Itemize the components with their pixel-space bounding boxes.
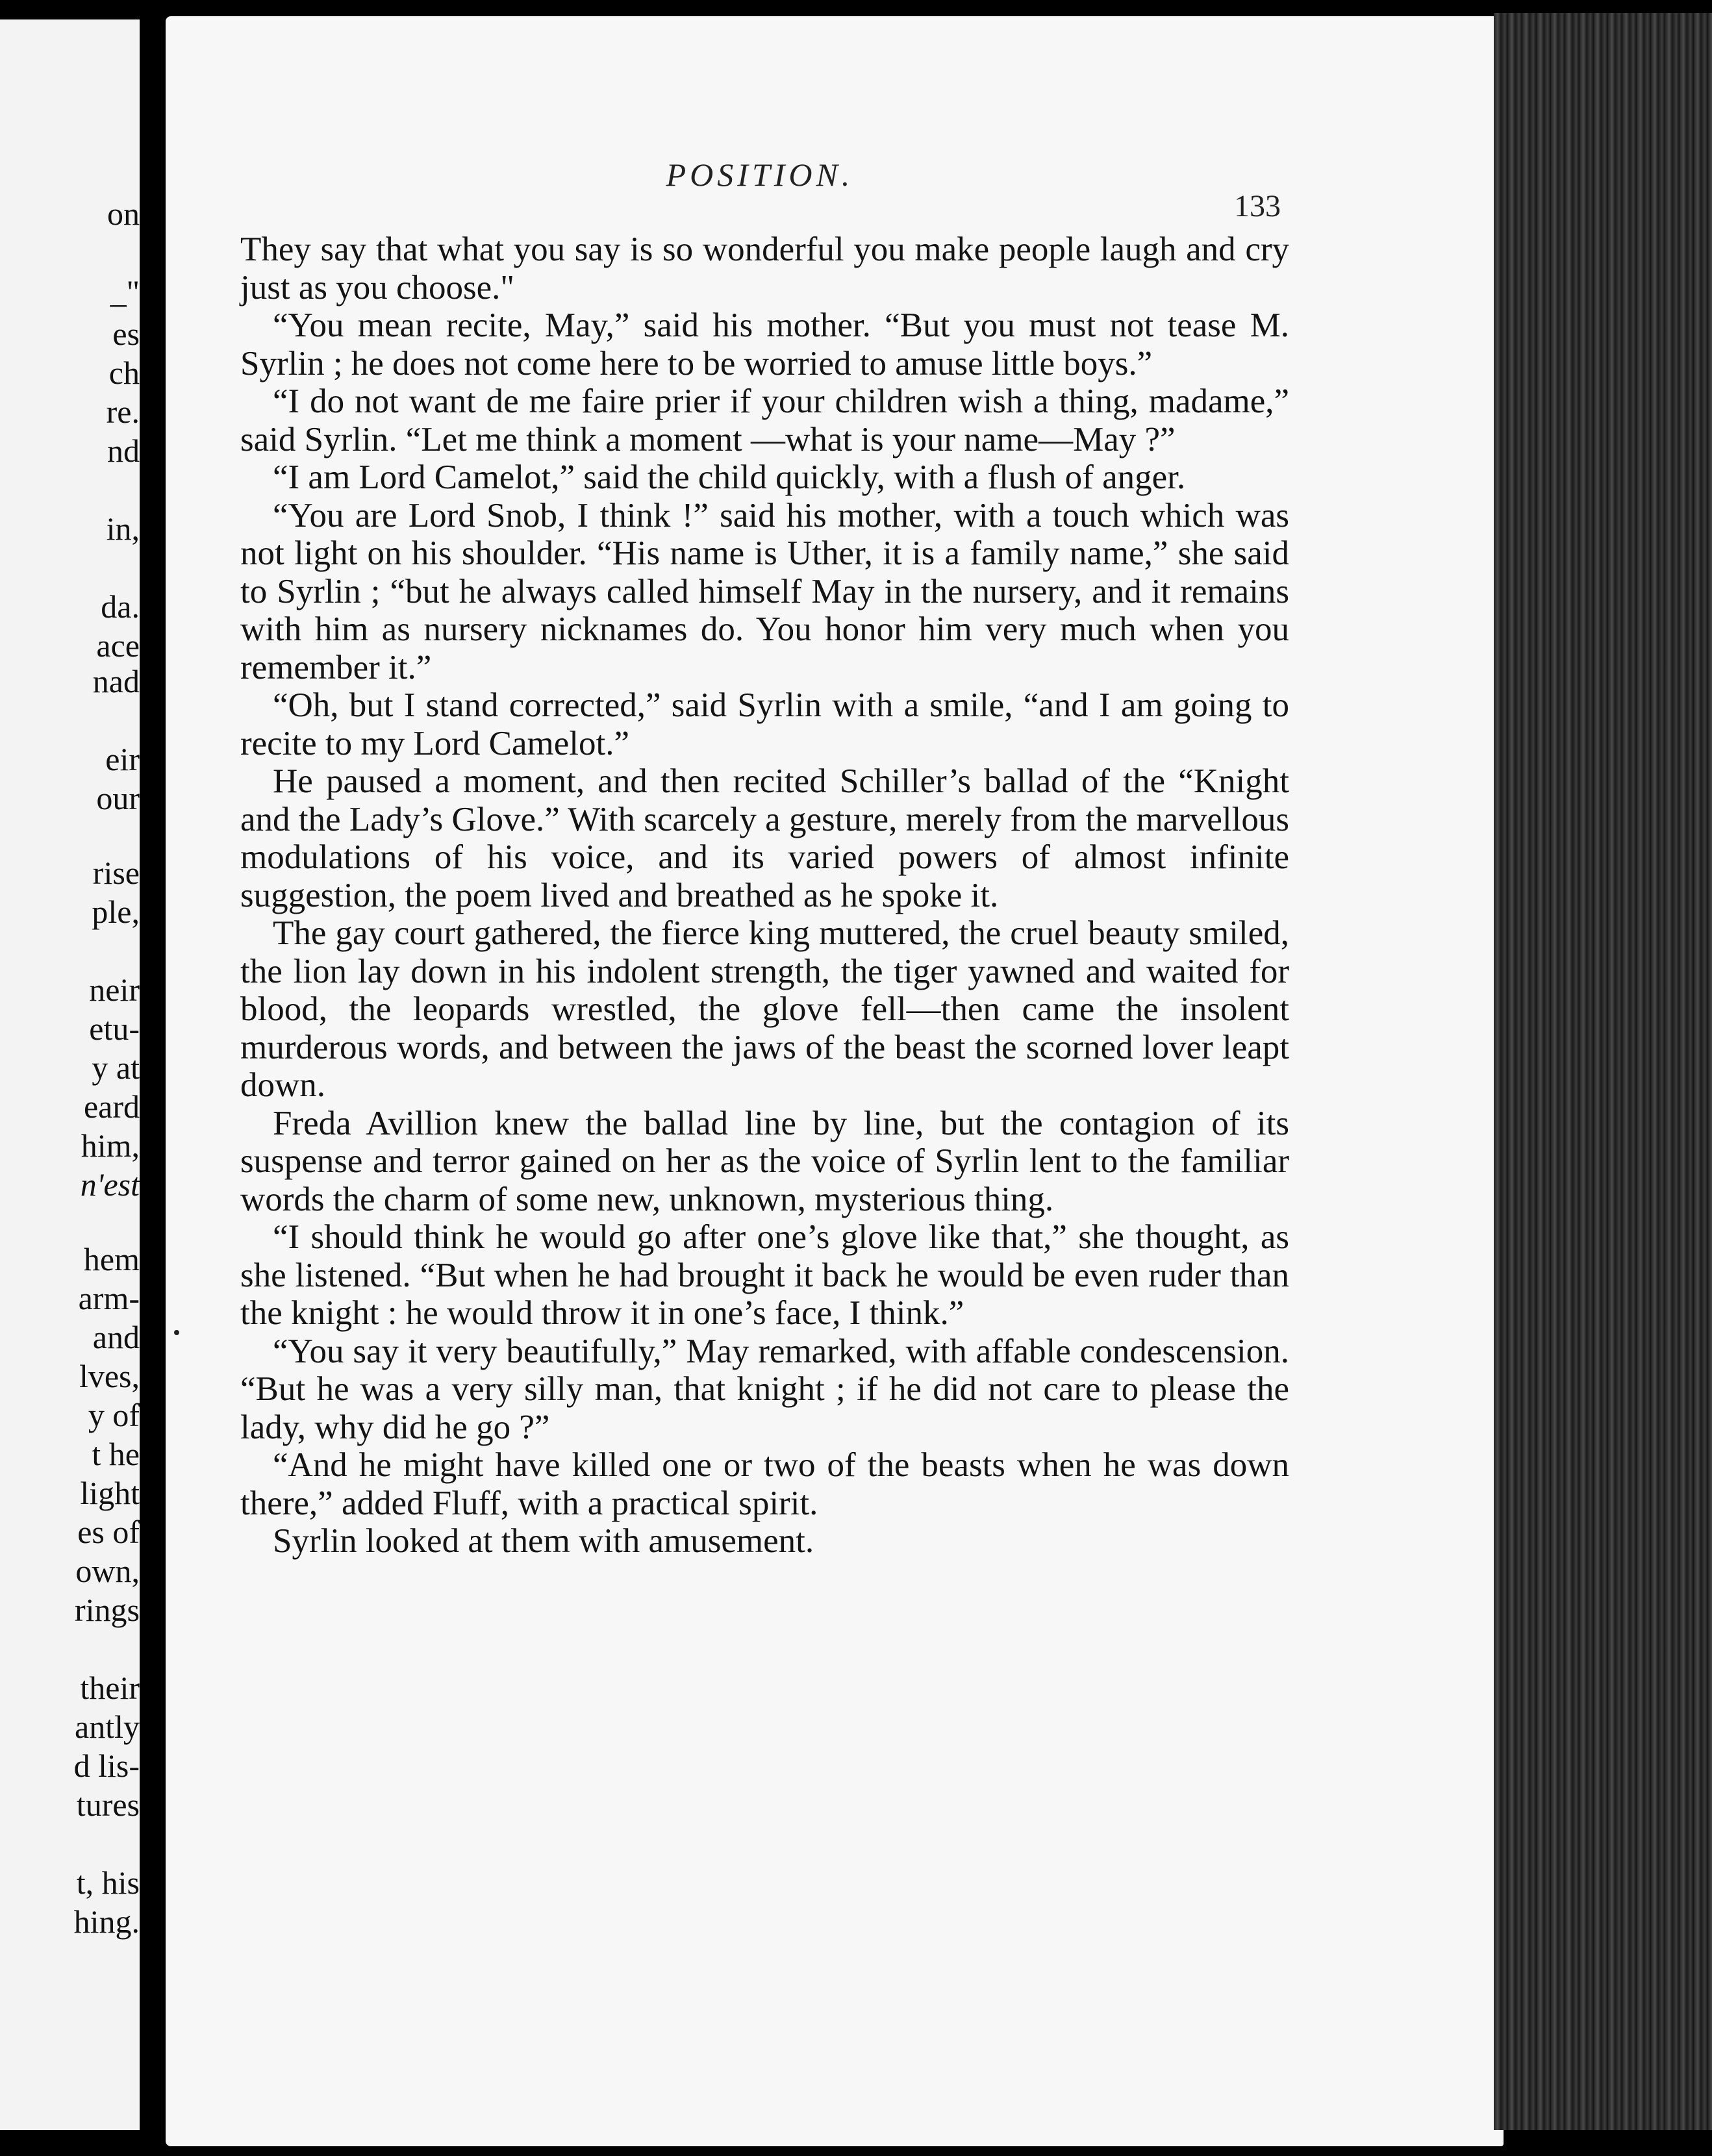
paragraph: “I am Lord Camelot,” said the child quickly, with a flush of anger.	[273, 458, 1186, 496]
left-page-fragment: etu-	[89, 1010, 140, 1047]
paragraph: He paused a moment, and then recited Schiller’s ballad of the “Knight and the Lady’s Glove.” With scarcely a gesture, merely from the marvellous modulations of his voice, and its varied powers of almost infinite suggestion, the poem lived and breathed as he spoke it.	[240, 762, 1289, 914]
left-page-fragment: rings	[75, 1592, 140, 1628]
paragraph: “You are Lord Snob, I think !” said his mother, with a touch which was not light on his shoulder. “His name is Uther, it is a family name,” she said to Syrlin ; “but he always called himself May in the nursery, and it remains with him as nursery nicknames do. You honor him very much when you remember it.”	[240, 496, 1289, 686]
left-page-fragment: our	[96, 780, 140, 816]
left-page-fragment: hing.	[73, 1903, 140, 1940]
left-page-fragment: own,	[75, 1553, 140, 1589]
paragraph: “Oh, but I stand corrected,” said Syrlin with a smile, “and I am going to recite to my Lord Camelot.”	[240, 686, 1289, 762]
left-page-fragment: him,	[81, 1127, 140, 1164]
left-page-fragment: t, his	[76, 1864, 140, 1901]
left-page-fragment: ple,	[92, 894, 140, 930]
left-page-fragment: d lis-	[73, 1748, 140, 1784]
left-page-fragment: n'est	[80, 1166, 140, 1203]
paragraph: “I do not want de me faire prier if your children wish a thing, madame,” said Syrlin. “Let me think a moment —what is your name—May ?”	[240, 382, 1289, 458]
left-page-fragment: es of	[77, 1514, 140, 1550]
paragraph: Syrlin looked at them with amusement.	[273, 1522, 814, 1560]
left-page-fragment: es	[112, 316, 140, 352]
paragraph: “You mean recite, May,” said his mother. “But you must not tease M. Syrlin ; he does not come here to be worried to amuse little boys.”	[240, 307, 1289, 382]
left-page-fragment: on	[107, 195, 140, 232]
paragraph: The gay court gathered, the fierce king muttered, the cruel beauty smiled, the lion lay down in his indolent strength, the tiger yawned and waited for blood, the leopards wrestled, the glove fell—then came the insolent murderous words, and between the jaws of the beast the scorned lover leapt down.	[240, 914, 1289, 1104]
running-head: POSITION.	[666, 157, 854, 193]
paragraph: Freda Avillion knew the ballad line by line, but the contagion of its suspense and terror gained on her as the voice of Syrlin lent to the familiar words the charm of some new, unknown, mysterious thing.	[240, 1104, 1289, 1218]
left-page-fragment: y at	[92, 1049, 140, 1086]
left-page-fragment: antly	[75, 1709, 140, 1745]
left-page-fragment: _"	[110, 273, 140, 310]
left-page-fragment: eard	[83, 1088, 140, 1125]
paragraph: They say that what you say is so wonderful you make people laugh and cry just as you choose."	[240, 231, 1289, 307]
left-page-fragment: arm-	[78, 1280, 140, 1316]
previous-page-edge	[0, 19, 140, 2130]
paragraph: “You say it very beautifully,” May remarked, with affable condescension. “But he was a very silly man, that knight ; if he did not care to please the lady, why did he go ?”	[240, 1332, 1289, 1446]
left-page-fragment: lves,	[79, 1358, 140, 1394]
left-page-fragment: nd	[107, 432, 140, 469]
left-page-fragment: re.	[106, 394, 140, 430]
paragraph: “I should think he would go after one’s glove like that,” she thought, as she listened. “But when he had brought it back he would be even ruder than the knight : he would throw it in one’s face, I think.”	[240, 1218, 1289, 1332]
left-page-fragment: neir	[89, 971, 140, 1008]
paragraph: “And he might have killed one or two of the beasts when he was down there,” added Fluff, with a practical spirit.	[240, 1446, 1289, 1522]
left-page-fragment: rise	[92, 855, 140, 891]
left-page-fragment: da.	[101, 588, 140, 625]
page-number: 133	[1234, 189, 1281, 223]
left-page-fragment: in,	[106, 510, 140, 547]
left-page-fragment: and	[92, 1319, 140, 1355]
left-page-fragment: hem	[83, 1241, 140, 1277]
left-page-fragment: ch	[108, 355, 140, 391]
left-page-fragment: nad	[92, 663, 140, 699]
left-page-fragment: y of	[88, 1397, 140, 1433]
left-page-fragment: light	[80, 1475, 140, 1511]
left-page-fragment: eir	[105, 741, 140, 777]
book-gutter	[140, 0, 166, 2156]
left-page-fragment: ace	[96, 627, 140, 664]
left-page-fragment: their	[80, 1670, 140, 1706]
body-text	[240, 231, 1289, 1561]
page-edges	[1494, 13, 1712, 2130]
left-page-fragment: t he	[92, 1436, 140, 1472]
left-page-fragment: tures	[76, 1786, 140, 1823]
margin-speck	[174, 1330, 179, 1335]
